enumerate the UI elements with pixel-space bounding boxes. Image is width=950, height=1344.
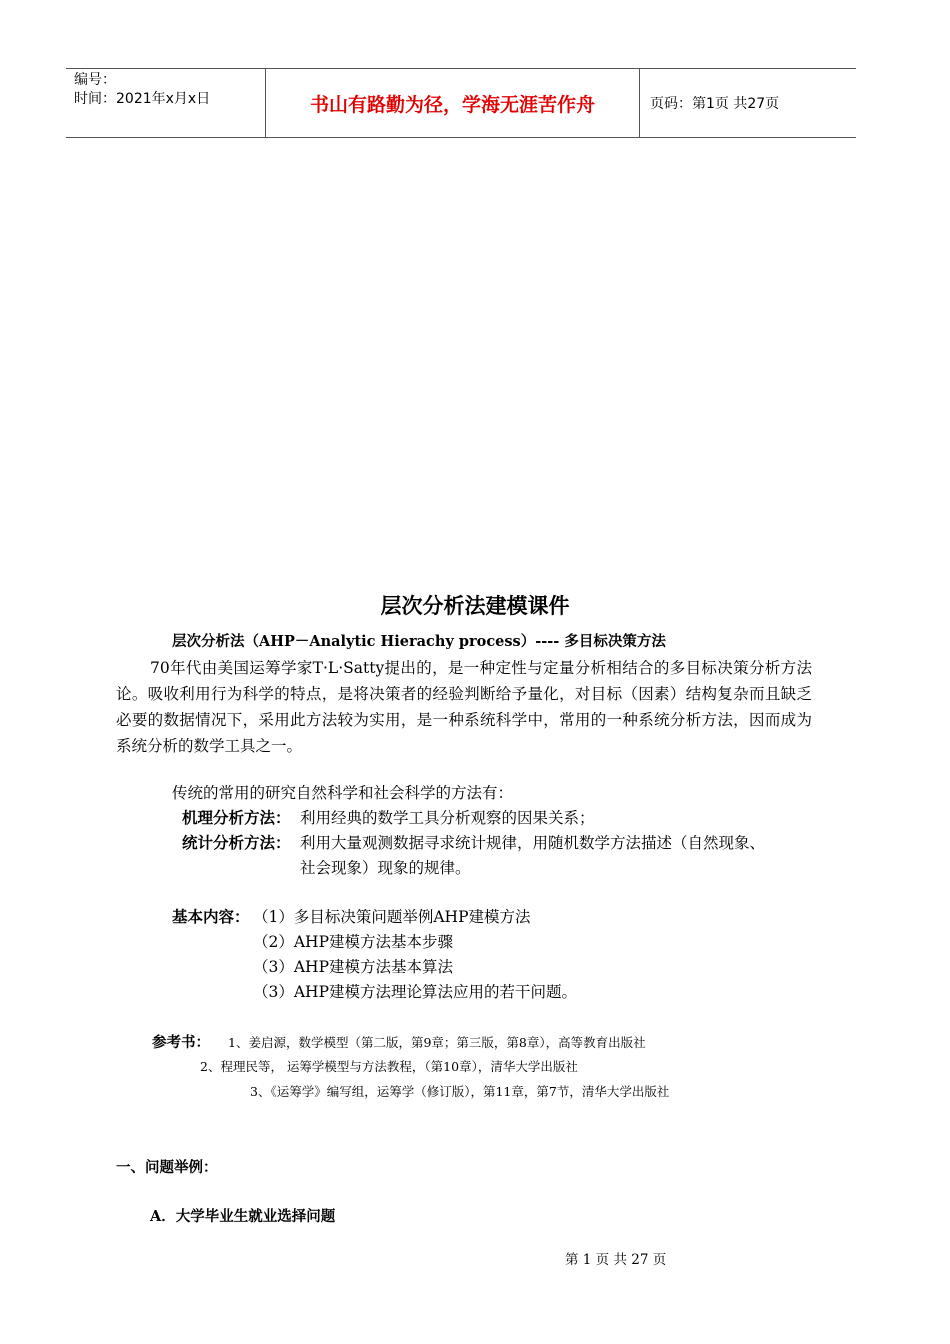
document-number-label: 编号： bbox=[74, 72, 116, 88]
reference-3: 3、《运筹学》编写组，运筹学（修订版），第11章，第7节，清华大学出版社 bbox=[250, 1084, 670, 1099]
basic-content-label: 基本内容： bbox=[172, 907, 250, 926]
document-title: 层次分析法建模课件 bbox=[380, 594, 570, 618]
document-time-label: 时间：2021年x月x日 bbox=[74, 91, 211, 107]
intro-paragraph: 70年代由美国运筹学家T·L·Satty提出的，是一种定性与定量分析相结合的多目标决策分析方法论。吸收利用行为科学的特点，是将决策者的经验判断给予量化，对目标（因素）结构复杂而且缺乏必要的数据情况下，采用此方法较为实用，是一种系统科学中，常用的一种系统分析方法，因而成为系统分析的数学工具之一。 bbox=[116, 659, 812, 755]
page-header bbox=[66, 68, 856, 138]
section-heading-a: A．大学毕业生就业选择问题 bbox=[150, 1208, 336, 1225]
basic-item-4: （3）AHP建模方法理论算法应用的若干问题。 bbox=[253, 983, 578, 1001]
method2-text-line1: 利用大量观测数据寻求统计规律，用随机数学方法描述（自然现象、 bbox=[300, 834, 766, 852]
method1-text: 利用经典的数学工具分析观察的因果关系； bbox=[300, 809, 595, 827]
header-meta bbox=[66, 69, 266, 137]
method1-label: 机理分析方法： bbox=[182, 808, 291, 827]
header-page-label: 页码：第1页 共27页 bbox=[650, 96, 780, 112]
basic-item-2: （2）AHP建模方法基本步骤 bbox=[253, 933, 454, 951]
methods-intro: 传统的常用的研究自然科学和社会科学的方法有： bbox=[172, 784, 514, 802]
basic-item-1: （1）多目标决策问题举例AHP建模方法 bbox=[253, 908, 531, 926]
page-footer: 第 1 页 共 27 页 bbox=[565, 1252, 667, 1268]
reference-1: 1、姜启源，数学模型（第二版，第9章；第三版，第8章），高等教育出版社 bbox=[228, 1035, 646, 1050]
header-motto: 书山有路勤为径，学海无涯苦作舟 bbox=[266, 69, 640, 137]
method2-label: 统计分析方法： bbox=[182, 833, 291, 852]
reference-2: 2、程理民等， 运筹学模型与方法教程，（第10章），清华大学出版社 bbox=[200, 1059, 578, 1074]
document-subtitle: 层次分析法（AHP－Analytic Hierachy process）---- 多目标决策方法 bbox=[172, 633, 666, 650]
method2-text-line2: 社会现象）现象的规律。 bbox=[300, 859, 471, 877]
references-label: 参考书： bbox=[152, 1034, 210, 1051]
basic-item-3: （3）AHP建模方法基本算法 bbox=[253, 958, 454, 976]
section-heading-1: 一、问题举例： bbox=[116, 1159, 218, 1176]
